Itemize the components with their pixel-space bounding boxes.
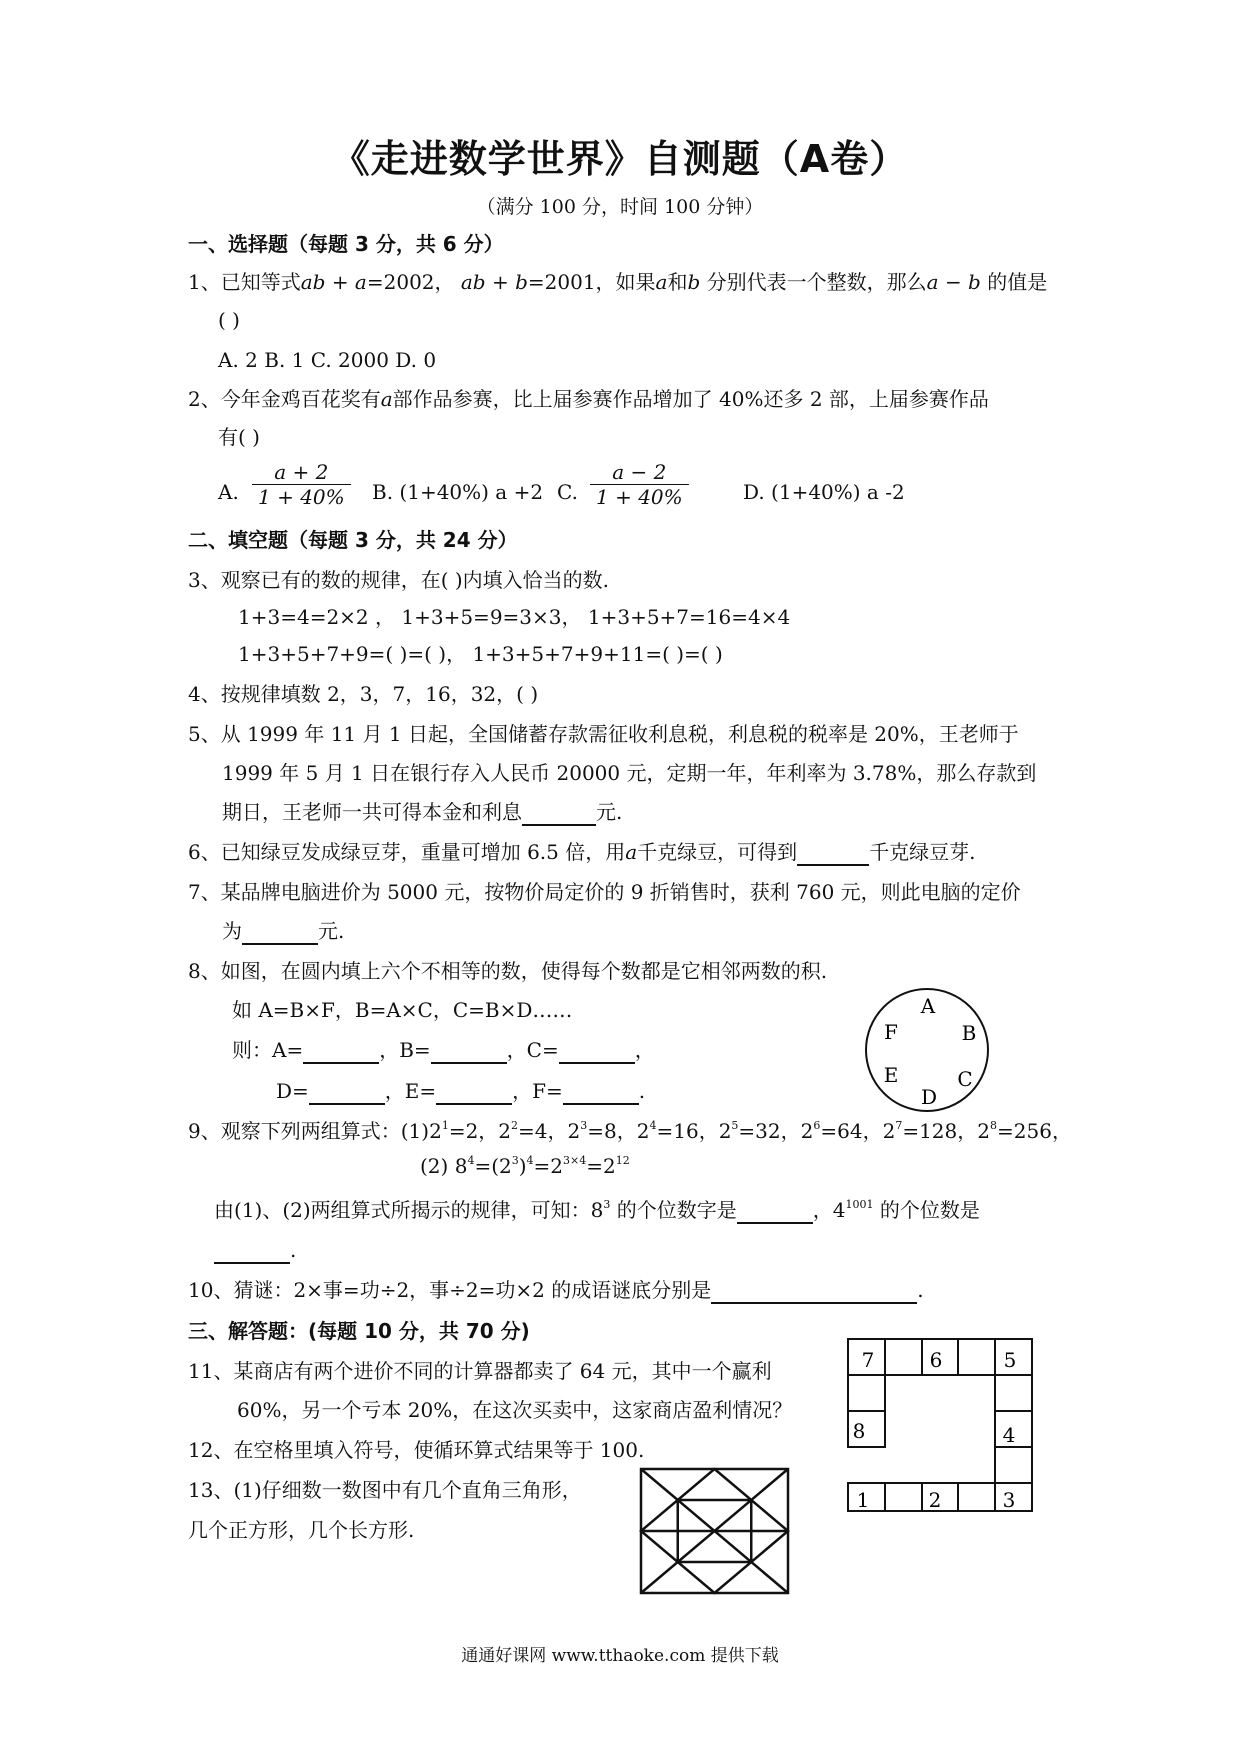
six-number-circle-diagram — [862, 985, 992, 1115]
answer-blank[interactable] — [711, 1280, 917, 1304]
q9-power-value: =2 — [448, 1119, 479, 1143]
q5-unit: 元. — [596, 800, 623, 824]
q9-power-exponent: 8 — [990, 1119, 997, 1132]
answer-blank[interactable] — [242, 921, 318, 945]
q6-tail: 千克绿豆芽. — [869, 840, 976, 864]
q9-group2-label: (2) — [420, 1154, 449, 1178]
q9-g2-e-exp: 12 — [615, 1154, 630, 1167]
q9-g2-b: =(2 — [474, 1154, 512, 1178]
question-3-line3: 1+3+5+7+9=( )=( )， 1+3+5+7+9+11=( )=( ) — [238, 642, 723, 666]
q9-conc-c-exp: 1001 — [845, 1198, 874, 1211]
page-subtitle: （满分 100 分，时间 100 分钟） — [476, 196, 764, 218]
q9-g2-e: =2 — [586, 1154, 616, 1178]
q1-expr2: ab + b — [460, 270, 528, 294]
question-11-line2: 60%，另一个亏本 20%，在这次买卖中，这家商店盈利情况？ — [237, 1398, 793, 1422]
question-6 — [188, 838, 976, 866]
q5-text: 期日，王老师一共可得本金和利息 — [222, 800, 522, 824]
answer-blank[interactable] — [214, 1240, 290, 1264]
question-1-paren: ( ) — [218, 308, 240, 332]
question-8-line3 — [232, 1036, 655, 1064]
q9-power-exponent: 3 — [580, 1119, 588, 1132]
q9-power-exponent: 6 — [813, 1119, 821, 1132]
question-2-line2: 有( ) — [218, 425, 260, 449]
q8-a-eq: 则：A= — [232, 1038, 304, 1062]
q9-power-base: 2 — [636, 1119, 650, 1143]
q9-power-value: =4 — [518, 1119, 548, 1143]
answer-blank[interactable] — [436, 1081, 512, 1105]
circle-label-c: C — [957, 1067, 973, 1091]
q8-d-eq: D= — [276, 1079, 309, 1103]
answer-blank[interactable] — [797, 842, 869, 866]
q7-unit: 元. — [318, 919, 345, 943]
q9-lead: 9、观察下列两组算式： — [188, 1119, 401, 1143]
question-9-blank-line — [214, 1236, 296, 1264]
q9-power-value: =256 — [997, 1119, 1052, 1143]
q9-power-base: 2 — [429, 1119, 442, 1143]
question-3-line2: 1+3=4=2×2 ， 1+3+5=9=3×3， 1+3+5+7=16=4×4 — [238, 605, 791, 629]
q9-power-exponent: 2 — [511, 1119, 519, 1132]
grid-number-2: 2 — [928, 1488, 942, 1512]
question-11-line1: 11、某商店有两个进价不同的计算器都卖了 64 元，其中一个赢利 — [188, 1359, 772, 1383]
q8-comma: ， — [634, 1038, 655, 1062]
q1-eq2: =2001，如果 — [527, 270, 656, 294]
q9-power-base: 2 — [498, 1119, 512, 1143]
q8-e-eq: ，E= — [384, 1079, 437, 1103]
grid-number-1: 1 — [856, 1488, 870, 1512]
grid-number-4: 4 — [1002, 1423, 1016, 1447]
q9-separator: ， — [478, 1119, 499, 1143]
q9-power-base: 2 — [977, 1119, 990, 1143]
q9-g2-d: =2 — [533, 1154, 564, 1178]
circle-label-a: A — [920, 994, 936, 1018]
q9-power-exponent: 5 — [731, 1119, 739, 1132]
answer-blank[interactable] — [303, 1040, 379, 1064]
q9-separator: ， — [1051, 1119, 1072, 1143]
question-5-line3 — [222, 798, 622, 826]
q8-f-eq: ，F= — [512, 1079, 563, 1103]
q10-end: . — [917, 1278, 924, 1302]
q9-conc-b: 的个位数字是 — [616, 1198, 737, 1222]
section-heading-choice: 一、选择题（每题 3 分，共 6 分） — [188, 232, 504, 256]
triangle-count-figure — [636, 1466, 794, 1598]
section-heading-fill: 二、填空题（每题 3 分，共 24 分） — [188, 528, 518, 552]
question-8-line2: 如 A=B×F，B=A×C，C=B×D…… — [232, 998, 573, 1022]
question-8-line1: 8、如图，在圆内填上六个不相等的数，使得每个数都是它相邻两数的积. — [188, 959, 828, 983]
q1-lead: 1、已知等式 — [188, 270, 301, 294]
cycle-grid-diagram — [838, 1336, 1038, 1514]
q9-power-value: =64 — [820, 1119, 863, 1143]
circle-label-f: F — [884, 1020, 898, 1044]
page-title: 《走进数学世界》自测题（A卷） — [331, 137, 909, 181]
q10-text: 10、猜谜：2×事=功÷2，事÷2=功×2 的成语谜底分别是 — [188, 1278, 712, 1302]
q1-var-a: a — [655, 270, 668, 294]
question-7-line1: 7、某品牌电脑进价为 5000 元，按物价局定价的 9 折销售时，获利 760 元，则此电脑的定价 — [188, 880, 1021, 904]
question-3-line1: 3、观察已有的数的规律，在( )内填入恰当的数. — [188, 568, 610, 592]
question-13-line1: 13、(1)仔细数一数图中有几个直角三角形， — [188, 1478, 582, 1502]
answer-blank[interactable] — [309, 1081, 385, 1105]
q6-mid: 千克绿豆，可得到 — [637, 840, 798, 864]
q2-option-a-fraction — [252, 460, 351, 509]
grid-number-3: 3 — [1002, 1488, 1016, 1512]
q2-option-c-fraction — [590, 460, 689, 509]
q9-g2-c: ) — [518, 1154, 527, 1178]
q2-option-c-denominator: 1 + 40% — [596, 485, 683, 509]
question-13-line2: 几个正方形，几个长方形. — [188, 1518, 415, 1542]
q9-power-value: =8 — [587, 1119, 617, 1143]
q2-var-a: a — [380, 387, 393, 411]
q1-expr3: a − b — [926, 270, 981, 294]
q9-power-value: =32 — [738, 1119, 781, 1143]
question-4: 4、按规律填数 2，3，7，16，32，( ) — [188, 682, 539, 706]
q9-power-base: 2 — [718, 1119, 732, 1143]
q9-group1-label: (1) — [400, 1119, 430, 1143]
q9-conc-d: 的个位数是 — [879, 1198, 980, 1222]
q9-power-exponent: 4 — [649, 1119, 657, 1132]
q9-g2-a: 8 — [454, 1154, 468, 1178]
q2-option-c-label: C. — [557, 480, 578, 504]
q6-var-a: a — [625, 840, 638, 864]
q1-eq1: =2002， — [366, 270, 455, 294]
q1-tail: 分别代表一个整数，那么 — [706, 270, 927, 294]
q9-conc-c: ，4 — [812, 1198, 846, 1222]
q8-b-eq: ，B= — [379, 1038, 431, 1062]
q9-power-base: 2 — [567, 1119, 581, 1143]
answer-blank[interactable] — [431, 1040, 507, 1064]
q9-power-exponent: 7 — [895, 1119, 903, 1132]
q2-tail: 部作品参赛，比上届参赛作品增加了 40%还多 2 部，上届参赛作品 — [392, 387, 989, 411]
q8-c-eq: ，C= — [506, 1038, 559, 1062]
question-9-conclusion — [214, 1196, 980, 1224]
grid-number-6: 6 — [929, 1348, 943, 1372]
q1-end: 的值是 — [987, 270, 1048, 294]
q9-power-base: 2 — [882, 1119, 896, 1143]
q2-option-a-label: A. — [218, 480, 239, 504]
question-2-line1 — [188, 385, 989, 413]
question-5-line2: 1999 年 5 月 1 日在银行存入人民币 20000 元，定期一年，年利率为 3.78%，那么存款到 — [222, 761, 1037, 785]
question-5-line1: 5、从 1999 年 11 月 1 日起，全国储蓄存款需征收利息税，利息税的税率是 20%，王老师于 — [188, 722, 1019, 746]
grid-number-5: 5 — [1003, 1348, 1017, 1372]
q9-power-value: =16 — [656, 1119, 699, 1143]
q8-period: . — [638, 1079, 646, 1103]
q2-lead: 2、今年金鸡百花奖有 — [188, 387, 381, 411]
answer-blank[interactable] — [559, 1040, 635, 1064]
footer-credit: 通通好课网 www.tthaoke.com 提供下载 — [461, 1646, 779, 1666]
q9-group1-powers — [429, 1119, 1072, 1143]
circle-label-b: B — [961, 1021, 977, 1045]
answer-blank[interactable] — [522, 802, 596, 826]
q9-separator: ， — [862, 1119, 883, 1143]
answer-blank[interactable] — [563, 1081, 639, 1105]
q7-text: 为 — [222, 919, 242, 943]
question-10 — [188, 1276, 924, 1304]
q9-conc-a-exp: 3 — [603, 1198, 611, 1211]
q9-g2-a-exp: 4 — [467, 1154, 475, 1167]
q1-expr1: ab + a — [300, 270, 367, 294]
question-9-group2 — [420, 1152, 630, 1180]
answer-blank[interactable] — [737, 1200, 813, 1224]
q9-conc-a: 由(1)、(2)两组算式所揭示的规律，可知：8 — [214, 1198, 604, 1222]
question-9-line1 — [188, 1117, 1072, 1145]
q9-g2-d-exp: 3×4 — [563, 1154, 587, 1167]
circle-label-d: D — [920, 1085, 938, 1109]
question-12: 12、在空格里填入符号，使循环算式结果等于 100. — [188, 1438, 645, 1462]
q9-end: . — [290, 1238, 297, 1262]
q2-option-d: D. (1+40%) a -2 — [743, 480, 905, 504]
grid-number-8: 8 — [852, 1419, 866, 1443]
q2-option-c-numerator: a − 2 — [590, 460, 689, 485]
question-8-line4 — [276, 1077, 645, 1105]
q9-separator: ， — [780, 1119, 801, 1143]
grid-number-7: 7 — [861, 1348, 875, 1372]
q6-lead: 6、已知绿豆发成绿豆芽，重量可增加 6.5 倍，用 — [188, 840, 626, 864]
q9-power-base: 2 — [800, 1119, 814, 1143]
section-heading-solve: 三、解答题：(每题 10 分，共 70 分) — [188, 1319, 530, 1343]
q9-separator: ， — [957, 1119, 978, 1143]
q9-g2-c-exp: 4 — [526, 1154, 534, 1167]
question-7-line2 — [222, 917, 344, 945]
question-1-line1 — [188, 268, 1047, 296]
q2-option-a-denominator: 1 + 40% — [258, 485, 345, 509]
q2-option-a-numerator: a + 2 — [252, 460, 351, 485]
q9-power-value: =128 — [902, 1119, 958, 1143]
q2-option-b: B. (1+40%) a +2 — [372, 480, 544, 504]
q9-power-exponent: 1 — [441, 1119, 449, 1132]
question-1-options: A. 2 B. 1 C. 2000 D. 0 — [218, 348, 437, 372]
q1-mid: 和 — [667, 270, 688, 294]
circle-label-e: E — [883, 1063, 899, 1087]
q9-g2-b-exp: 3 — [511, 1154, 519, 1167]
q9-separator: ， — [616, 1119, 637, 1143]
q9-separator: ， — [547, 1119, 568, 1143]
q9-separator: ， — [698, 1119, 719, 1143]
q1-var-b: b — [687, 270, 701, 294]
